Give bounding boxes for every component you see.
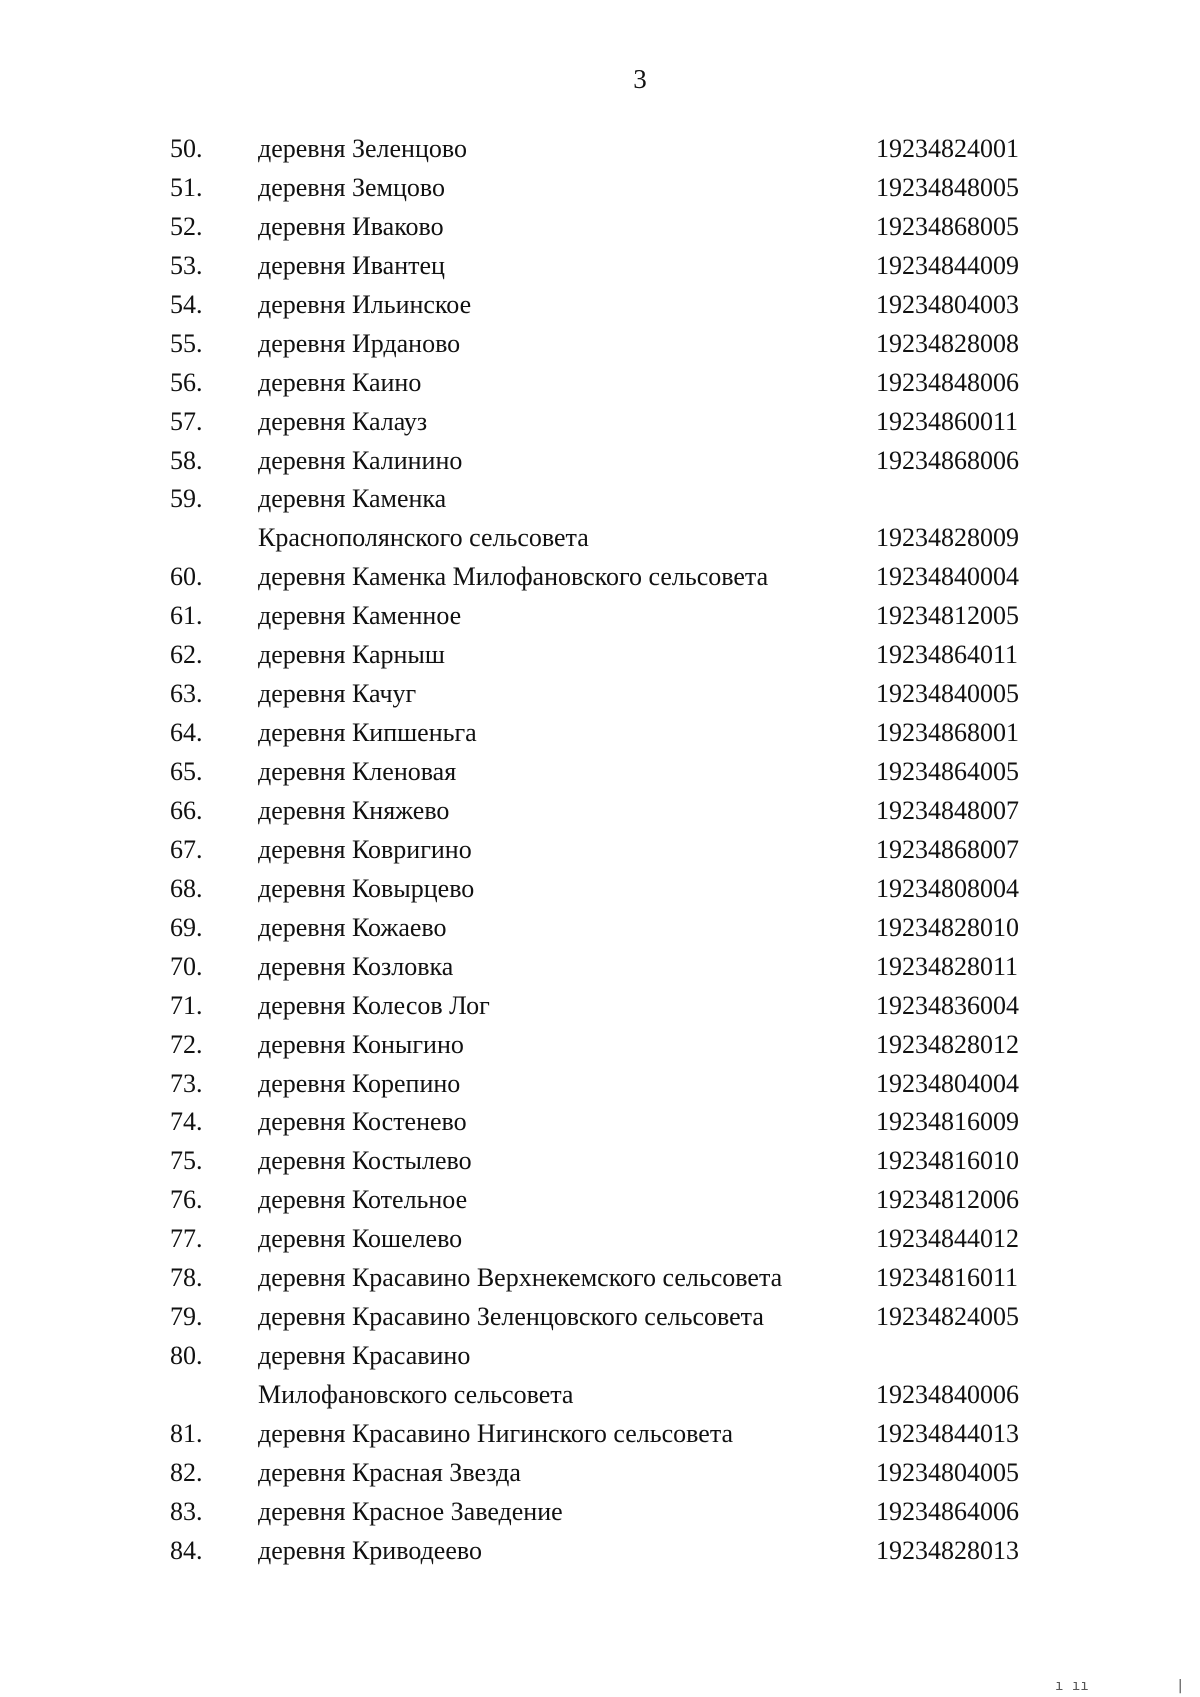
list-row bbox=[0, 870, 1200, 909]
row-number: 83. bbox=[170, 1496, 203, 1526]
oktmo-code: 19234816009 bbox=[876, 1107, 1019, 1137]
settlement-name: деревня Красавино bbox=[258, 1341, 471, 1371]
settlement-name: деревня Каменное bbox=[258, 601, 462, 631]
settlement-name: деревня Ирданово bbox=[258, 328, 461, 358]
oktmo-code: 19234812005 bbox=[876, 601, 1019, 631]
row-number: 70. bbox=[170, 951, 203, 981]
list-row bbox=[0, 403, 1200, 442]
list-row bbox=[0, 987, 1200, 1026]
settlement-name: деревня Козловка bbox=[258, 951, 454, 981]
row-number: 69. bbox=[170, 912, 203, 942]
row-number: 84. bbox=[170, 1535, 203, 1565]
row-number: 76. bbox=[170, 1185, 203, 1215]
settlement-name: деревня Колесов Лог bbox=[258, 990, 490, 1020]
row-number: 53. bbox=[170, 250, 203, 280]
row-number: 80. bbox=[170, 1341, 203, 1371]
row-number: 71. bbox=[170, 990, 203, 1020]
settlement-name: деревня Красавино Нигинского сельсовета bbox=[258, 1418, 734, 1448]
row-number: 58. bbox=[170, 445, 203, 475]
row-number: 68. bbox=[170, 873, 203, 903]
settlement-name: деревня Ивантец bbox=[258, 250, 445, 280]
oktmo-code: 19234840006 bbox=[876, 1380, 1019, 1409]
oktmo-code: 19234812006 bbox=[876, 1185, 1019, 1215]
row-number: 59. bbox=[170, 484, 203, 514]
oktmo-code: 19234816011 bbox=[876, 1263, 1019, 1293]
list-row bbox=[0, 1259, 1200, 1298]
oktmo-code: 19234848006 bbox=[876, 367, 1019, 397]
row-number: 62. bbox=[170, 640, 203, 670]
settlement-name: деревня Ильинское bbox=[258, 289, 472, 319]
list-row bbox=[0, 1103, 1200, 1142]
row-number: 66. bbox=[170, 795, 203, 825]
settlement-name: деревня Ковригино bbox=[258, 834, 472, 864]
oktmo-code: 19234864005 bbox=[876, 757, 1019, 786]
list-row bbox=[0, 831, 1200, 870]
row-number: 64. bbox=[170, 718, 203, 748]
settlement-name: деревня Карныш bbox=[258, 640, 445, 670]
list-row bbox=[0, 169, 1200, 208]
row-number: 50. bbox=[170, 134, 203, 163]
settlement-name: деревня Красавино Верхнекемского сельсовета bbox=[258, 1263, 783, 1293]
row-number: 81. bbox=[170, 1418, 203, 1448]
settlement-name: деревня Каменка bbox=[258, 484, 447, 514]
settlement-name: деревня Криводеево bbox=[258, 1535, 482, 1565]
oktmo-code: 19234828009 bbox=[876, 523, 1019, 553]
oktmo-code: 19234864011 bbox=[876, 640, 1019, 670]
oktmo-code: 19234804004 bbox=[876, 1068, 1019, 1098]
row-number: 78. bbox=[170, 1263, 203, 1293]
list-row bbox=[0, 1181, 1200, 1220]
settlement-name: деревня Калинино bbox=[258, 445, 463, 475]
row-number: 63. bbox=[170, 679, 203, 709]
list-row bbox=[0, 1298, 1200, 1337]
scan-artifact-tick: | bbox=[1176, 1678, 1185, 1694]
row-number: 52. bbox=[170, 211, 203, 241]
list-row bbox=[0, 636, 1200, 675]
list-row bbox=[0, 325, 1200, 364]
list-row bbox=[0, 1454, 1200, 1493]
list-row bbox=[0, 1065, 1200, 1104]
settlement-name: Краснополянского сельсовета bbox=[258, 523, 589, 553]
list-row bbox=[0, 364, 1200, 403]
oktmo-code: 19234824001 bbox=[876, 134, 1019, 163]
row-number: 82. bbox=[170, 1457, 203, 1487]
oktmo-code: 19234844009 bbox=[876, 250, 1019, 280]
row-number: 54. bbox=[170, 289, 203, 319]
settlement-name: деревня Красавино Зеленцовского сельсовета bbox=[258, 1302, 764, 1332]
settlement-name: деревня Костылево bbox=[258, 1146, 472, 1176]
row-number: 55. bbox=[170, 328, 203, 358]
list-row bbox=[0, 480, 1200, 519]
settlement-name: деревня Кожаево bbox=[258, 912, 447, 942]
list-row bbox=[0, 130, 1200, 169]
oktmo-code: 19234836004 bbox=[876, 990, 1019, 1020]
row-number: 79. bbox=[170, 1302, 203, 1332]
list-row bbox=[0, 1142, 1200, 1181]
row-number: 57. bbox=[170, 406, 203, 436]
oktmo-code: 19234808004 bbox=[876, 873, 1019, 903]
oktmo-code: 19234868006 bbox=[876, 445, 1019, 475]
row-number: 73. bbox=[170, 1068, 203, 1098]
list-row bbox=[0, 1376, 1200, 1415]
settlement-name: деревня Красное Заведение bbox=[258, 1496, 563, 1526]
oktmo-code: 19234816010 bbox=[876, 1146, 1019, 1176]
list-row bbox=[0, 1493, 1200, 1532]
list-row bbox=[0, 247, 1200, 286]
list-row bbox=[0, 286, 1200, 325]
row-number: 61. bbox=[170, 601, 203, 631]
oktmo-code: 19234848007 bbox=[876, 795, 1019, 825]
list-row bbox=[0, 1220, 1200, 1259]
list-row bbox=[0, 753, 1200, 792]
list-row bbox=[0, 1337, 1200, 1376]
oktmo-code: 19234844013 bbox=[876, 1418, 1019, 1448]
scan-artifact-mark: ı ıı bbox=[1055, 1678, 1089, 1694]
settlement-name: деревня Иваково bbox=[258, 211, 444, 241]
oktmo-code: 19234828010 bbox=[876, 912, 1019, 942]
oktmo-code: 19234868007 bbox=[876, 834, 1019, 864]
settlement-name: Милофановского сельсовета bbox=[258, 1380, 574, 1409]
list-row bbox=[0, 1532, 1200, 1571]
oktmo-code: 19234840004 bbox=[876, 562, 1019, 592]
settlement-name: деревня Земцово bbox=[258, 172, 445, 202]
settlement-list bbox=[0, 130, 1200, 1571]
settlement-name: деревня Котельное bbox=[258, 1185, 468, 1215]
settlement-name: деревня Зеленцово bbox=[258, 134, 467, 163]
list-row bbox=[0, 519, 1200, 558]
list-row bbox=[0, 1026, 1200, 1065]
settlement-name: деревня Кипшеньга bbox=[258, 718, 477, 748]
oktmo-code: 19234844012 bbox=[876, 1224, 1019, 1254]
settlement-name: деревня Калауз bbox=[258, 406, 428, 436]
settlement-name: деревня Каино bbox=[258, 367, 422, 397]
oktmo-code: 19234828011 bbox=[876, 951, 1019, 981]
list-row bbox=[0, 597, 1200, 636]
row-number: 75. bbox=[170, 1146, 203, 1176]
oktmo-code: 19234828008 bbox=[876, 328, 1019, 358]
oktmo-code: 19234860011 bbox=[876, 406, 1019, 436]
row-number: 60. bbox=[170, 562, 203, 592]
oktmo-code: 19234828012 bbox=[876, 1029, 1019, 1059]
oktmo-code: 19234864006 bbox=[876, 1496, 1019, 1526]
row-number: 74. bbox=[170, 1107, 203, 1137]
list-row bbox=[0, 1415, 1200, 1454]
list-row bbox=[0, 714, 1200, 753]
settlement-name: деревня Костенево bbox=[258, 1107, 467, 1137]
settlement-name: деревня Коныгино bbox=[258, 1029, 464, 1059]
list-row bbox=[0, 792, 1200, 831]
list-row bbox=[0, 675, 1200, 714]
list-row bbox=[0, 948, 1200, 987]
oktmo-code: 19234868005 bbox=[876, 211, 1019, 241]
settlement-name: деревня Кленовая bbox=[258, 757, 457, 786]
settlement-name: деревня Княжево bbox=[258, 795, 450, 825]
oktmo-code: 19234848005 bbox=[876, 172, 1019, 202]
list-row bbox=[0, 208, 1200, 247]
row-number: 67. bbox=[170, 834, 203, 864]
oktmo-code: 19234824005 bbox=[876, 1302, 1019, 1332]
row-number: 72. bbox=[170, 1029, 203, 1059]
oktmo-code: 19234840005 bbox=[876, 679, 1019, 709]
list-row bbox=[0, 558, 1200, 597]
row-number: 56. bbox=[170, 367, 203, 397]
settlement-name: деревня Кошелево bbox=[258, 1224, 463, 1254]
settlement-name: деревня Корепино bbox=[258, 1068, 461, 1098]
settlement-name: деревня Красная Звезда bbox=[258, 1457, 521, 1487]
oktmo-code: 19234804005 bbox=[876, 1457, 1019, 1487]
settlement-name: деревня Качуг bbox=[258, 679, 417, 709]
row-number: 77. bbox=[170, 1224, 203, 1254]
list-row bbox=[0, 909, 1200, 948]
page-number: 3 bbox=[633, 64, 647, 94]
row-number: 51. bbox=[170, 172, 203, 202]
oktmo-code: 19234868001 bbox=[876, 718, 1019, 748]
oktmo-code: 19234804003 bbox=[876, 289, 1019, 319]
settlement-name: деревня Ковырцево bbox=[258, 873, 475, 903]
settlement-name: деревня Каменка Милофановского сельсовета bbox=[258, 562, 769, 592]
list-row bbox=[0, 442, 1200, 481]
row-number: 65. bbox=[170, 757, 203, 786]
oktmo-code: 19234828013 bbox=[876, 1535, 1019, 1565]
